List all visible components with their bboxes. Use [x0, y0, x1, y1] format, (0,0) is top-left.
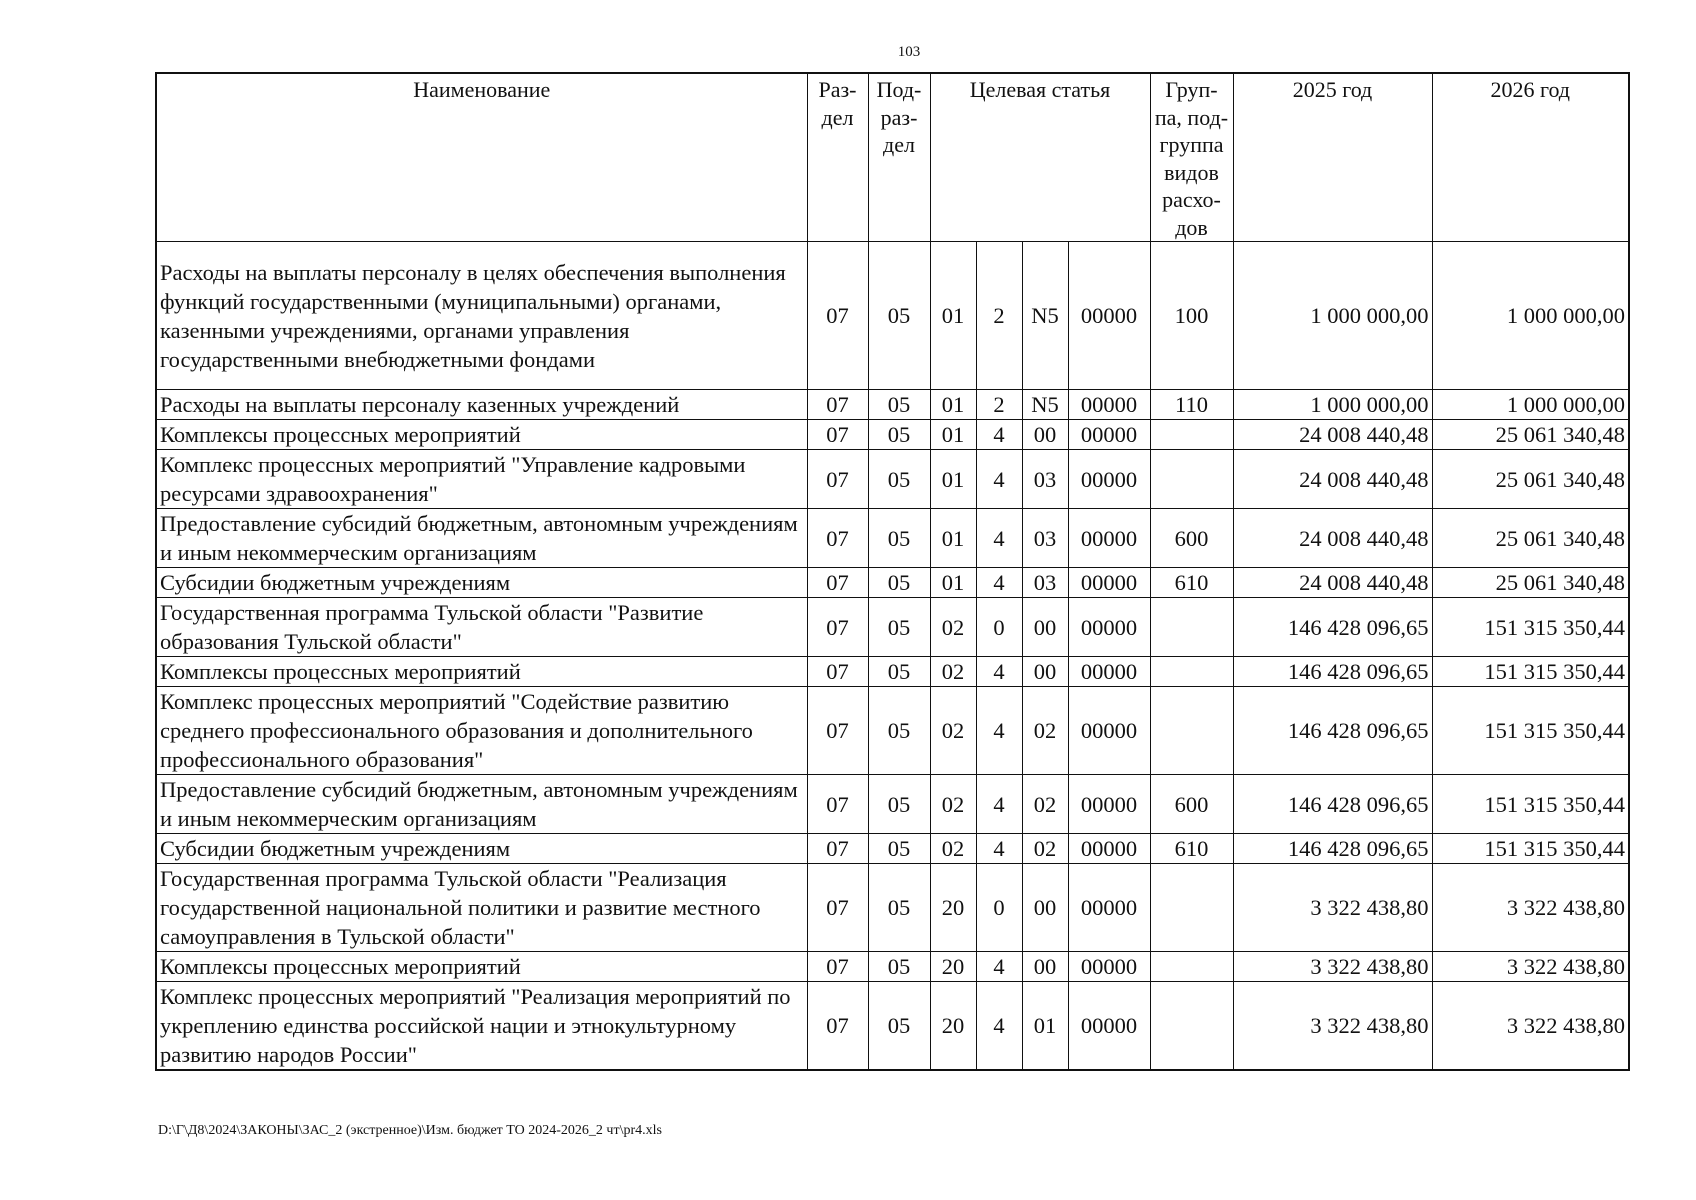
row-amount-2025: 146 428 096,65: [1233, 657, 1432, 687]
row-target-type: 4: [976, 834, 1022, 864]
row-expense-group: 610: [1150, 834, 1233, 864]
row-target-program: 20: [930, 952, 976, 982]
row-subsection: 05: [868, 450, 930, 509]
row-expense-group: [1150, 687, 1233, 775]
row-amount-2026: 25 061 340,48: [1432, 450, 1629, 509]
table-row: [156, 952, 1629, 982]
row-target-direction: 00000: [1068, 390, 1150, 420]
row-subsection: 05: [868, 509, 930, 568]
row-target-block: N5: [1022, 390, 1068, 420]
row-name: Расходы на выплаты персоналу в целях обеспечения выполнения функций государственными (муниципальными) органами, казенными учреждениями, органами управления государственными внебюджетными фондами: [156, 242, 807, 390]
row-target-program: 02: [930, 598, 976, 657]
row-name: Предоставление субсидий бюджетным, автономным учреждениям и иным некоммерческим организациям: [156, 509, 807, 568]
row-amount-2025: 3 322 438,80: [1233, 864, 1432, 952]
row-section: 07: [807, 568, 868, 598]
row-amount-2026: 25 061 340,48: [1432, 420, 1629, 450]
row-target-type: 2: [976, 390, 1022, 420]
row-amount-2025: 24 008 440,48: [1233, 509, 1432, 568]
table-row: [156, 390, 1629, 420]
row-section: 07: [807, 509, 868, 568]
row-amount-2025: 3 322 438,80: [1233, 982, 1432, 1071]
row-subsection: 05: [868, 952, 930, 982]
row-target-type: 4: [976, 657, 1022, 687]
header-target-article: Целевая статья: [930, 73, 1150, 242]
row-target-block: 01: [1022, 982, 1068, 1071]
header-year-2026: 2026 год: [1432, 73, 1629, 242]
table-row: [156, 834, 1629, 864]
row-subsection: 05: [868, 657, 930, 687]
row-target-direction: 00000: [1068, 420, 1150, 450]
row-target-block: 00: [1022, 952, 1068, 982]
row-target-program: 01: [930, 568, 976, 598]
row-name: Расходы на выплаты персоналу казенных учреждений: [156, 390, 807, 420]
table-row: [156, 982, 1629, 1071]
row-target-program: 01: [930, 420, 976, 450]
row-amount-2026: 151 315 350,44: [1432, 687, 1629, 775]
budget-table: [155, 72, 1630, 1071]
row-section: 07: [807, 834, 868, 864]
row-target-direction: 00000: [1068, 864, 1150, 952]
row-expense-group: [1150, 420, 1233, 450]
row-target-program: 01: [930, 390, 976, 420]
row-expense-group: [1150, 952, 1233, 982]
table-row: [156, 598, 1629, 657]
row-target-direction: 00000: [1068, 775, 1150, 834]
header-expense-group: Груп- па, под- группа видов расхо- дов: [1150, 73, 1233, 242]
header-name: Наименование: [156, 73, 807, 242]
row-name: Субсидии бюджетным учреждениям: [156, 834, 807, 864]
row-subsection: 05: [868, 834, 930, 864]
row-target-block: 02: [1022, 687, 1068, 775]
row-amount-2025: 3 322 438,80: [1233, 952, 1432, 982]
row-amount-2026: 3 322 438,80: [1432, 864, 1629, 952]
row-subsection: 05: [868, 687, 930, 775]
file-path-footer: D:\Г\Д8\2024\ЗАКОНЫ\ЗАС_2 (экстренное)\Изм. бюджет ТО 2024-2026_2 чт\pr4.xls: [158, 1123, 662, 1138]
table-header-row: [156, 73, 1629, 242]
table-row: [156, 509, 1629, 568]
row-target-program: 01: [930, 509, 976, 568]
row-target-block: 03: [1022, 450, 1068, 509]
row-subsection: 05: [868, 390, 930, 420]
row-amount-2025: 24 008 440,48: [1233, 420, 1432, 450]
row-target-program: 01: [930, 450, 976, 509]
table-row: [156, 420, 1629, 450]
row-section: 07: [807, 864, 868, 952]
row-amount-2026: 25 061 340,48: [1432, 568, 1629, 598]
row-expense-group: [1150, 657, 1233, 687]
row-name: Государственная программа Тульской области "Развитие образования Тульской области": [156, 598, 807, 657]
row-amount-2026: 151 315 350,44: [1432, 775, 1629, 834]
header-section: Раз- дел: [807, 73, 868, 242]
row-section: 07: [807, 420, 868, 450]
row-expense-group: 610: [1150, 568, 1233, 598]
table-row: [156, 687, 1629, 775]
row-target-direction: 00000: [1068, 687, 1150, 775]
row-target-direction: 00000: [1068, 952, 1150, 982]
row-amount-2026: 151 315 350,44: [1432, 834, 1629, 864]
row-target-type: 4: [976, 775, 1022, 834]
header-subsection: Под- раз- дел: [868, 73, 930, 242]
row-name: Комплекс процессных мероприятий "Содействие развитию среднего профессионального образования и дополнительного профессионального образования": [156, 687, 807, 775]
row-amount-2026: 1 000 000,00: [1432, 390, 1629, 420]
row-subsection: 05: [868, 568, 930, 598]
row-name: Комплекс процессных мероприятий "Реализация мероприятий по укреплению единства российской нации и этнокультурному развитию народов России": [156, 982, 807, 1071]
row-target-direction: 00000: [1068, 450, 1150, 509]
row-amount-2026: 3 322 438,80: [1432, 982, 1629, 1071]
row-name: Субсидии бюджетным учреждениям: [156, 568, 807, 598]
row-target-direction: 00000: [1068, 598, 1150, 657]
row-expense-group: [1150, 450, 1233, 509]
row-target-type: 2: [976, 242, 1022, 390]
row-expense-group: 110: [1150, 390, 1233, 420]
row-amount-2026: 25 061 340,48: [1432, 509, 1629, 568]
row-subsection: 05: [868, 864, 930, 952]
row-target-direction: 00000: [1068, 568, 1150, 598]
table-body: [156, 242, 1629, 1071]
row-amount-2025: 24 008 440,48: [1233, 450, 1432, 509]
row-expense-group: 600: [1150, 775, 1233, 834]
row-target-block: 03: [1022, 509, 1068, 568]
row-target-direction: 00000: [1068, 242, 1150, 390]
row-expense-group: 100: [1150, 242, 1233, 390]
row-target-type: 0: [976, 598, 1022, 657]
row-target-type: 4: [976, 982, 1022, 1071]
row-name: Государственная программа Тульской области "Реализация государственной национальной политики и развитие местного самоуправления в Тульской области": [156, 864, 807, 952]
row-expense-group: [1150, 864, 1233, 952]
row-subsection: 05: [868, 420, 930, 450]
table-row: [156, 450, 1629, 509]
row-section: 07: [807, 982, 868, 1071]
row-name: Комплексы процессных мероприятий: [156, 657, 807, 687]
row-expense-group: [1150, 982, 1233, 1071]
row-target-block: 03: [1022, 568, 1068, 598]
table-row: [156, 657, 1629, 687]
row-target-program: 02: [930, 775, 976, 834]
row-name: Комплексы процессных мероприятий: [156, 420, 807, 450]
table-row: [156, 568, 1629, 598]
row-section: 07: [807, 657, 868, 687]
row-target-program: 01: [930, 242, 976, 390]
page-number: 103: [897, 44, 921, 60]
row-target-program: 02: [930, 687, 976, 775]
row-target-block: 00: [1022, 864, 1068, 952]
row-amount-2025: 1 000 000,00: [1233, 390, 1432, 420]
row-section: 07: [807, 598, 868, 657]
row-amount-2025: 146 428 096,65: [1233, 598, 1432, 657]
row-target-program: 20: [930, 982, 976, 1071]
row-name: Предоставление субсидий бюджетным, автономным учреждениям и иным некоммерческим организациям: [156, 775, 807, 834]
row-amount-2026: 1 000 000,00: [1432, 242, 1629, 390]
row-subsection: 05: [868, 775, 930, 834]
row-target-program: 02: [930, 834, 976, 864]
row-name: Комплексы процессных мероприятий: [156, 952, 807, 982]
row-target-type: 4: [976, 952, 1022, 982]
row-target-direction: 00000: [1068, 509, 1150, 568]
row-target-program: 02: [930, 657, 976, 687]
row-amount-2025: 146 428 096,65: [1233, 687, 1432, 775]
row-name: Комплекс процессных мероприятий "Управление кадровыми ресурсами здравоохранения": [156, 450, 807, 509]
row-amount-2025: 146 428 096,65: [1233, 834, 1432, 864]
row-amount-2025: 1 000 000,00: [1233, 242, 1432, 390]
row-target-type: 4: [976, 509, 1022, 568]
row-amount-2026: 151 315 350,44: [1432, 657, 1629, 687]
row-subsection: 05: [868, 598, 930, 657]
row-target-block: 02: [1022, 775, 1068, 834]
row-target-block: 00: [1022, 598, 1068, 657]
row-amount-2026: 3 322 438,80: [1432, 952, 1629, 982]
row-target-type: 0: [976, 864, 1022, 952]
row-expense-group: [1150, 598, 1233, 657]
row-section: 07: [807, 775, 868, 834]
row-target-type: 4: [976, 420, 1022, 450]
row-target-type: 4: [976, 568, 1022, 598]
row-target-block: 02: [1022, 834, 1068, 864]
table-row: [156, 242, 1629, 390]
row-amount-2025: 146 428 096,65: [1233, 775, 1432, 834]
row-amount-2026: 151 315 350,44: [1432, 598, 1629, 657]
table-row: [156, 864, 1629, 952]
row-target-direction: 00000: [1068, 982, 1150, 1071]
row-section: 07: [807, 450, 868, 509]
row-target-type: 4: [976, 687, 1022, 775]
row-section: 07: [807, 687, 868, 775]
row-target-direction: 00000: [1068, 657, 1150, 687]
row-section: 07: [807, 242, 868, 390]
row-target-direction: 00000: [1068, 834, 1150, 864]
row-target-type: 4: [976, 450, 1022, 509]
row-target-program: 20: [930, 864, 976, 952]
row-section: 07: [807, 952, 868, 982]
row-target-block: 00: [1022, 420, 1068, 450]
row-section: 07: [807, 390, 868, 420]
header-year-2025: 2025 год: [1233, 73, 1432, 242]
row-subsection: 05: [868, 982, 930, 1071]
row-amount-2025: 24 008 440,48: [1233, 568, 1432, 598]
row-target-block: N5: [1022, 242, 1068, 390]
row-subsection: 05: [868, 242, 930, 390]
row-target-block: 00: [1022, 657, 1068, 687]
table-row: [156, 775, 1629, 834]
row-expense-group: 600: [1150, 509, 1233, 568]
